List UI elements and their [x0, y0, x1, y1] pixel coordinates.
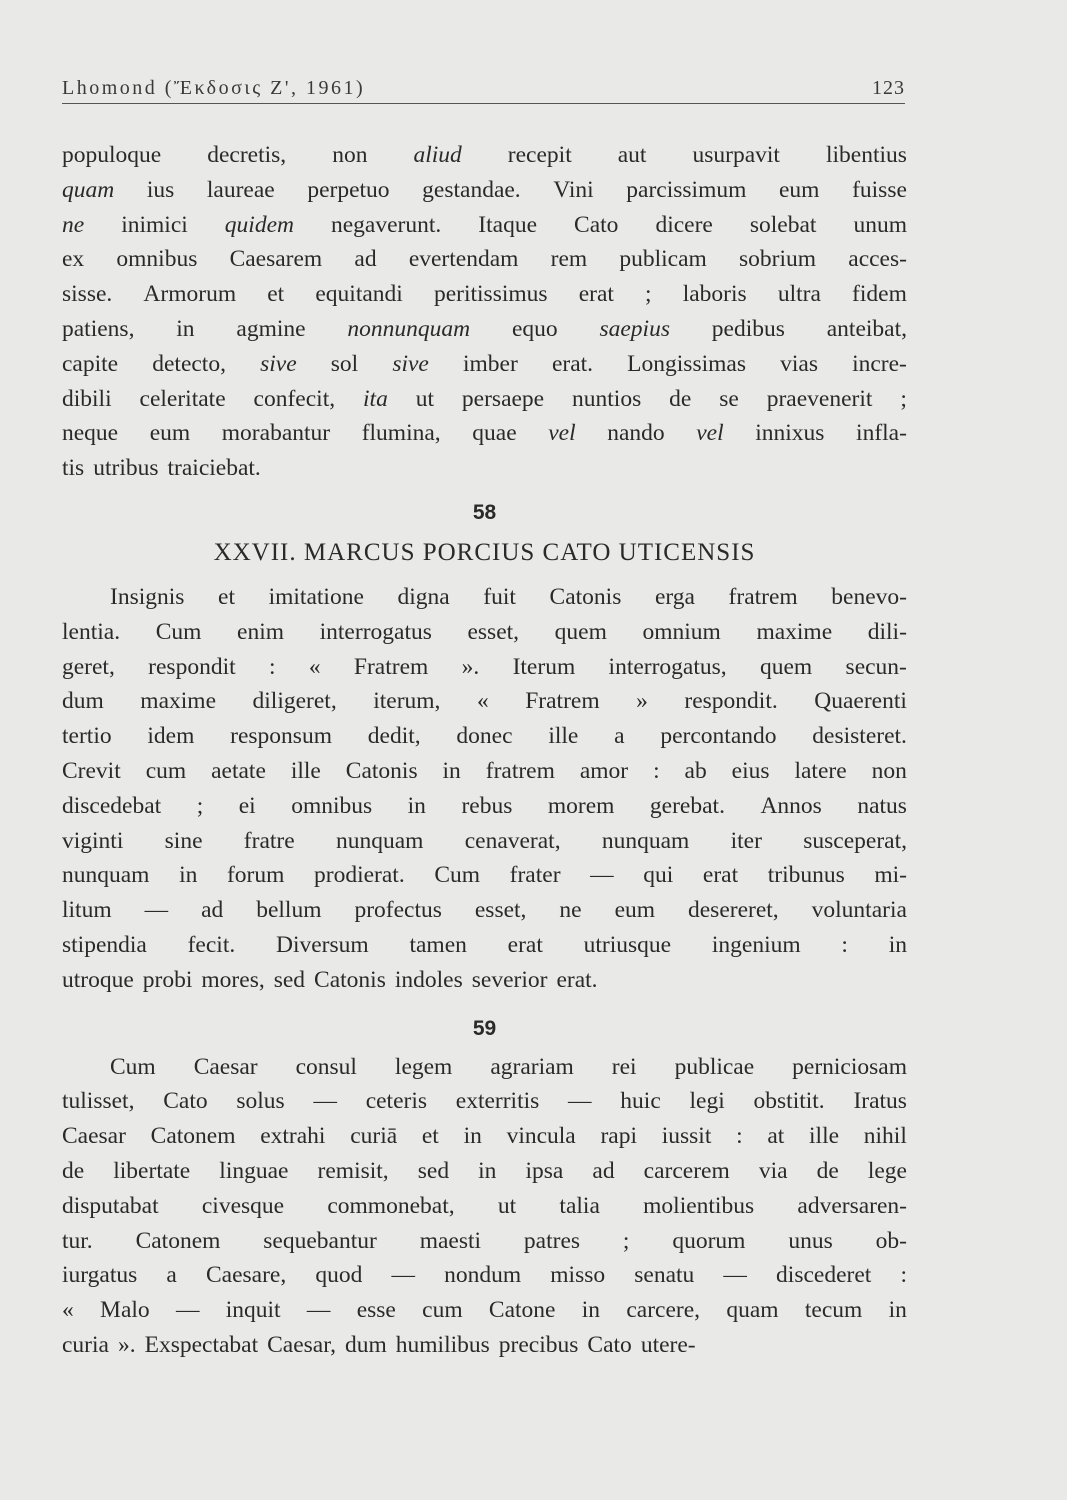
page-body: [62, 138, 907, 1363]
text-line: utroque probi mores, sed Catonis indoles severior erat.: [62, 966, 598, 993]
text-line: dum maxime diligeret, iterum, « Fratrem » respondit. Quaerenti: [62, 688, 907, 715]
chapter-title: XXVII. MARCUS PORCIUS CATO UTICENSIS: [213, 538, 756, 566]
section-number-59: 59: [472, 1016, 497, 1040]
passage-top: [62, 138, 907, 486]
page-number: 123: [872, 77, 905, 99]
text-line: litum — ad bellum profectus esset, ne eum desereret, voluntaria: [62, 897, 907, 924]
text-line: stipendia fecit. Diversum tamen erat utriusque ingenium : in: [62, 931, 907, 958]
text-line: « Malo — inquit — esse cum Catone in carcere, quam tecum in: [62, 1297, 907, 1324]
header-rule: [62, 103, 905, 104]
text-line: capite detecto, sive sol sive imber erat. Longissimas vias incre-: [62, 350, 907, 377]
text-line: sisse. Armorum et equitandi peritissimus erat ; laboris ultra fidem: [62, 281, 907, 308]
text-line: tulisset, Cato solus — ceteris exterritis — huic legi obstitit. Iratus: [62, 1088, 907, 1115]
text-line: viginti sine fratre nunquam cenaverat, nunquam iter susceperat,: [62, 827, 907, 854]
text-line: Insignis et imitatione digna fuit Catonis erga fratrem benevo-: [110, 583, 907, 610]
text-line: de libertate linguae remisit, sed in ipsa ad carcerem via de lege: [62, 1157, 907, 1184]
text-line: tertio idem responsum dedit, donec ille a percontando desisteret.: [62, 723, 907, 750]
text-line: curia ». Exspectabat Caesar, dum humilibus precibus Cato utere-: [62, 1331, 696, 1358]
text-line: discedebat ; ei omnibus in rebus morem gerebat. Annos natus: [62, 792, 907, 819]
text-line: populoque decretis, non aliud recepit aut usurpavit libentius: [62, 142, 907, 168]
text-line: lentia. Cum enim interrogatus esset, quem omnium maxime dili-: [62, 618, 907, 645]
text-line: tur. Catonem sequebantur maesti patres ; quorum unus ob-: [62, 1227, 907, 1254]
running-head: [62, 72, 905, 100]
text-line: Caesar Catonem extrahi curiā et in vincula rapi iussit : at ille nihil: [62, 1123, 907, 1150]
text-line: quam ius laureae perpetuo gestandae. Vini parcissimum eum fuisse: [62, 176, 907, 203]
section-59-text: [62, 1050, 907, 1363]
text-line: tis utribus traiciebat.: [62, 455, 261, 482]
text-line: geret, respondit : « Fratrem ». Iterum interrogatus, quem secun-: [62, 653, 907, 680]
running-head-title: Lhomond (Ἔκδοσις Ζ', 1961): [62, 77, 366, 99]
section-58-text: [62, 580, 907, 998]
text-line: iurgatus a Caesare, quod — nondum misso senatu — discederet :: [62, 1262, 907, 1289]
text-line: disputabat civesque commonebat, ut talia molientibus adversaren-: [62, 1192, 907, 1219]
text-line: ne inimici quidem negaverunt. Itaque Cato dicere solebat unum: [62, 211, 907, 238]
text-line: Crevit cum aetate ille Catonis in fratrem amor : ab eius latere non: [62, 757, 907, 784]
text-line: patiens, in agmine nonnunquam equo saepius pedibus anteibat,: [62, 315, 907, 342]
text-line: Cum Caesar consul legem agrariam rei publicae perniciosam: [110, 1053, 907, 1080]
text-line: nunquam in forum prodierat. Cum frater — qui erat tribunus mi-: [62, 862, 907, 889]
text-line: ex omnibus Caesarem ad evertendam rem publicam sobrium acces-: [62, 246, 907, 273]
text-line: dibili celeritate confecit, ita ut persaepe nuntios de se praevenerit ;: [62, 385, 907, 412]
text-line: neque eum morabantur flumina, quae vel nando vel innixus infla-: [62, 420, 907, 447]
section-number-58: 58: [472, 500, 497, 524]
